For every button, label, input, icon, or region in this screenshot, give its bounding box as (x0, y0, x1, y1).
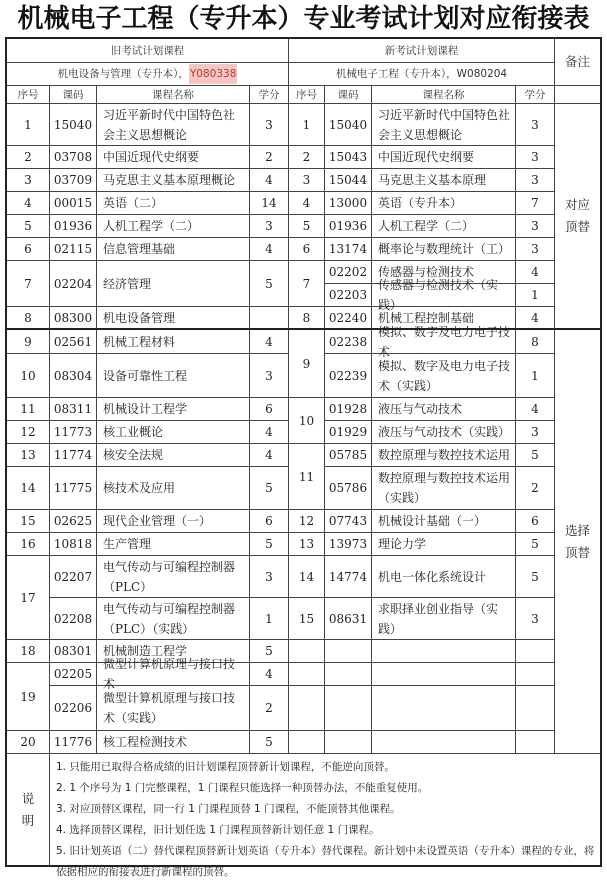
new-course-name: 数控原理与数控技术运用 (372, 444, 516, 467)
new-course-name: 液压与气动技术（实践） (372, 421, 516, 444)
new-course-code: 02240 (325, 307, 372, 330)
old-major-name: 机电设备与管理（专升本）， (57, 68, 189, 80)
new-course-name: 模拟、数字及电力电子技术（实践） (372, 354, 516, 398)
new-course-name: 马克思主义基本原理 (372, 169, 516, 192)
old-course-credit: 4 (250, 663, 289, 686)
column-header-code: 课码 (50, 86, 97, 104)
column-header-seq: 序号 (7, 86, 50, 104)
old-course-code: 02206 (50, 686, 97, 731)
old-course-code: 03709 (50, 169, 97, 192)
empty-new-cell (289, 686, 325, 731)
old-course-code: 08304 (50, 354, 97, 398)
new-course-code: 05785 (325, 444, 372, 467)
old-course-credit: 3 (250, 556, 289, 598)
old-seq: 8 (7, 307, 50, 330)
new-seq: 11 (289, 444, 325, 510)
column-header-credit: 学分 (516, 86, 555, 104)
old-seq: 19 (7, 663, 50, 731)
new-course-name: 中国近现代史纲要 (372, 146, 516, 169)
new-course-code: 13174 (325, 238, 372, 261)
new-course-credit: 5 (516, 556, 555, 598)
new-course-code: 01928 (325, 398, 372, 421)
old-course-code: 02208 (50, 598, 97, 640)
new-seq: 2 (289, 146, 325, 169)
new-course-credit: 2 (516, 467, 555, 510)
new-course-name: 概率论与数理统计（工） (372, 238, 516, 261)
remark-corresponding-replace (555, 104, 600, 330)
old-course-credit: 3 (250, 215, 289, 238)
new-seq: 12 (289, 510, 325, 533)
empty-new-cell (516, 686, 555, 731)
empty-new-cell (289, 663, 325, 686)
new-seq: 4 (289, 192, 325, 215)
new-course-code: 13973 (325, 533, 372, 556)
new-course-name: 传感器与检测技术（实践） (372, 284, 516, 307)
old-seq: 10 (7, 354, 50, 398)
new-seq: 6 (289, 238, 325, 261)
old-seq: 11 (7, 398, 50, 421)
old-course-code: 11775 (50, 467, 97, 510)
new-course-name: 液压与气动技术 (372, 398, 516, 421)
old-course-credit: 2 (250, 146, 289, 169)
old-course-name: 机械工程材料 (97, 330, 250, 354)
old-course-name: 电气传动与可编程控制器（PLC） (97, 556, 250, 598)
old-course-code: 02115 (50, 238, 97, 261)
old-seq: 13 (7, 444, 50, 467)
old-seq: 7 (7, 261, 50, 307)
notes-label-text: 说明 (21, 790, 35, 828)
old-seq: 18 (7, 640, 50, 663)
notes-label (7, 754, 50, 865)
new-plan-header: 新考试计划课程 (289, 39, 555, 63)
new-course-code: 07743 (325, 510, 372, 533)
notes-body (50, 754, 600, 878)
new-course-name: 习近平新时代中国特色社会主义思想概论 (372, 104, 516, 146)
old-seq: 3 (7, 169, 50, 192)
old-course-credit: 4 (250, 444, 289, 467)
new-course-name: 机电一体化系统设计 (372, 556, 516, 598)
new-course-credit: 3 (516, 146, 555, 169)
new-seq: 15 (289, 598, 325, 640)
old-course-code: 08311 (50, 398, 97, 421)
old-seq: 9 (7, 330, 50, 354)
note-line: 2. 1 个序号为 1 门完整课程，1 门课程只能选择一种顶替办法，不能重复使用。 (56, 782, 429, 794)
new-course-code: 14774 (325, 556, 372, 598)
old-seq: 1 (7, 104, 50, 146)
new-major-label: 机械电子工程（专升本），W080204 (289, 63, 555, 86)
old-course-name: 生产管理 (97, 533, 250, 556)
old-course-name: 英语（二） (97, 192, 250, 215)
new-course-name: 求职择业创业指导（实践） (372, 598, 516, 640)
old-course-credit: 5 (250, 261, 289, 307)
old-seq: 2 (7, 146, 50, 169)
new-course-credit: 4 (516, 398, 555, 421)
old-course-name: 核技术及应用 (97, 467, 250, 510)
old-course-name: 机械制造工程学 (97, 640, 250, 663)
old-course-credit: 5 (250, 731, 289, 754)
old-course-code: 02561 (50, 330, 97, 354)
old-course-code: 11776 (50, 731, 97, 754)
new-course-name: 传感器与检测技术 (372, 261, 516, 284)
old-course-code: 02625 (50, 510, 97, 533)
note-line: 3. 对应顶替区课程，同一行 1 门课程顶替 1 门课程，不能顶替其他课程。 (56, 803, 401, 815)
old-course-credit: 4 (250, 421, 289, 444)
empty-new-cell (372, 663, 516, 686)
new-course-code: 13000 (325, 192, 372, 215)
new-course-credit: 4 (516, 261, 555, 284)
column-header-code: 课码 (325, 86, 372, 104)
old-course-code: 02207 (50, 556, 97, 598)
old-course-credit: 6 (250, 510, 289, 533)
old-course-code: 08301 (50, 640, 97, 663)
new-course-name: 英语（专升本） (372, 192, 516, 215)
new-course-code: 01929 (325, 421, 372, 444)
new-seq: 8 (289, 307, 325, 330)
new-course-code: 15044 (325, 169, 372, 192)
new-course-code: 02202 (325, 261, 372, 284)
old-course-credit: 6 (250, 398, 289, 421)
old-course-name: 微型计算机原理与接口技术（实践） (97, 686, 250, 731)
old-seq: 14 (7, 467, 50, 510)
new-course-credit: 3 (516, 598, 555, 640)
old-course-credit: 1 (250, 598, 289, 640)
empty-new-cell (516, 640, 555, 663)
old-course-code: 03708 (50, 146, 97, 169)
page-title: 机械电子工程（专升本）专业考试计划对应衔接表 (17, 4, 590, 34)
new-course-credit: 1 (516, 354, 555, 398)
new-course-code: 02238 (325, 330, 372, 354)
old-seq: 6 (7, 238, 50, 261)
old-course-credit: 4 (250, 169, 289, 192)
new-seq: 10 (289, 398, 325, 444)
old-course-code: 11773 (50, 421, 97, 444)
old-course-credit: 5 (250, 467, 289, 510)
old-major-code-highlight: Y080338 (189, 64, 238, 84)
old-plan-header: 旧考试计划课程 (7, 39, 289, 63)
old-course-credit: 2 (250, 686, 289, 731)
new-seq: 3 (289, 169, 325, 192)
new-course-credit: 3 (516, 238, 555, 261)
old-course-name: 习近平新时代中国特色社会主义思想概论 (97, 104, 250, 146)
old-course-code: 10818 (50, 533, 97, 556)
old-seq: 17 (7, 556, 50, 640)
new-course-credit: 5 (516, 444, 555, 467)
old-course-name: 经济管理 (97, 261, 250, 307)
new-course-code: 02203 (325, 284, 372, 307)
old-course-credit: 5 (250, 533, 289, 556)
old-course-credit: 4 (250, 238, 289, 261)
old-course-code: 02204 (50, 261, 97, 307)
new-course-credit: 3 (516, 169, 555, 192)
new-course-code: 02239 (325, 354, 372, 398)
new-seq: 9 (289, 330, 325, 398)
remark-header: 备注 (555, 39, 600, 86)
old-course-name: 马克思主义基本原理概论 (97, 169, 250, 192)
empty-new-cell (289, 640, 325, 663)
remark-column-header-blank (555, 86, 600, 104)
new-course-code: 01936 (325, 215, 372, 238)
new-course-name: 机械设计基础（一） (372, 510, 516, 533)
new-seq: 7 (289, 261, 325, 307)
new-course-credit: 3 (516, 215, 555, 238)
old-course-name: 信息管理基础 (97, 238, 250, 261)
remark-text: 选择顶替 (564, 522, 590, 560)
new-course-name: 理论力学 (372, 533, 516, 556)
old-course-name: 机电设备管理 (97, 307, 250, 330)
old-course-name: 中国近现代史纲要 (97, 146, 250, 169)
new-course-name: 数控原理与数控技术运用（实践） (372, 467, 516, 510)
empty-new-cell (325, 731, 372, 754)
new-course-code: 15043 (325, 146, 372, 169)
column-header-name: 课程名称 (372, 86, 516, 104)
new-course-credit: 5 (516, 533, 555, 556)
old-course-name: 人机工程学（二） (97, 215, 250, 238)
old-course-name: 核工业概论 (97, 421, 250, 444)
old-seq: 4 (7, 192, 50, 215)
new-course-credit: 7 (516, 192, 555, 215)
new-course-credit: 1 (516, 284, 555, 307)
old-course-code: 01936 (50, 215, 97, 238)
old-course-credit: 4 (250, 330, 289, 354)
old-course-name: 现代企业管理（一） (97, 510, 250, 533)
old-course-code: 15040 (50, 104, 97, 146)
new-seq: 14 (289, 556, 325, 598)
old-course-code: 08300 (50, 307, 97, 330)
new-course-credit: 4 (516, 307, 555, 330)
new-course-code: 05786 (325, 467, 372, 510)
empty-new-cell (372, 640, 516, 663)
old-course-code: 00015 (50, 192, 97, 215)
old-course-name: 微型计算机原理与接口技术 (97, 663, 250, 686)
old-course-credit: 3 (250, 354, 289, 398)
new-seq: 13 (289, 533, 325, 556)
empty-new-cell (372, 686, 516, 731)
old-seq: 5 (7, 215, 50, 238)
old-seq: 15 (7, 510, 50, 533)
column-header-seq: 序号 (289, 86, 325, 104)
old-course-name: 核安全法规 (97, 444, 250, 467)
old-seq: 12 (7, 421, 50, 444)
new-course-code: 15040 (325, 104, 372, 146)
old-course-name: 机械设计工程学 (97, 398, 250, 421)
new-course-credit: 3 (516, 421, 555, 444)
note-line: 1. 只能用已取得合格成绩的旧计划课程顶替新计划课程，不能逆向顶替。 (56, 761, 395, 773)
empty-new-cell (325, 686, 372, 731)
new-course-code: 08631 (325, 598, 372, 640)
old-course-credit: 3 (250, 104, 289, 146)
new-course-name: 人机工程学（二） (372, 215, 516, 238)
old-course-name: 设备可靠性工程 (97, 354, 250, 398)
new-course-name: 模拟、数字及电力电子技术 (372, 330, 516, 354)
new-course-credit: 3 (516, 104, 555, 146)
column-header-credit: 学分 (250, 86, 289, 104)
empty-new-cell (289, 731, 325, 754)
remark-text: 对应顶替 (564, 197, 590, 234)
new-seq: 5 (289, 215, 325, 238)
note-line: 5. 旧计划英语（二）替代课程顶替新计划英语（专升本）替代课程。新计划中未设置英语（专升本）课程的专业，将依据相应的衔接表进行新课程的顶替。 (56, 845, 595, 878)
old-course-credit (250, 307, 289, 330)
new-course-credit: 8 (516, 330, 555, 354)
old-course-code: 02205 (50, 663, 97, 686)
new-course-name: 机械工程控制基础 (372, 307, 516, 330)
old-major-label (7, 63, 289, 86)
empty-new-cell (516, 663, 555, 686)
column-header-name: 课程名称 (97, 86, 250, 104)
old-course-code: 11774 (50, 444, 97, 467)
old-course-name: 核工程检测技术 (97, 731, 250, 754)
empty-new-cell (325, 640, 372, 663)
new-seq: 1 (289, 104, 325, 146)
new-course-credit: 6 (516, 510, 555, 533)
empty-new-cell (372, 731, 516, 754)
old-course-credit: 14 (250, 192, 289, 215)
remark-selective-replace (555, 330, 600, 754)
old-course-name: 电气传动与可编程控制器（PLC）（实践） (97, 598, 250, 640)
old-seq: 20 (7, 731, 50, 754)
empty-new-cell (325, 663, 372, 686)
empty-new-cell (516, 731, 555, 754)
old-course-credit: 5 (250, 640, 289, 663)
note-line: 4. 选择顶替区课程，旧计划任选 1 门课程顶替新计划任意 1 门课程。 (56, 824, 380, 836)
old-seq: 16 (7, 533, 50, 556)
